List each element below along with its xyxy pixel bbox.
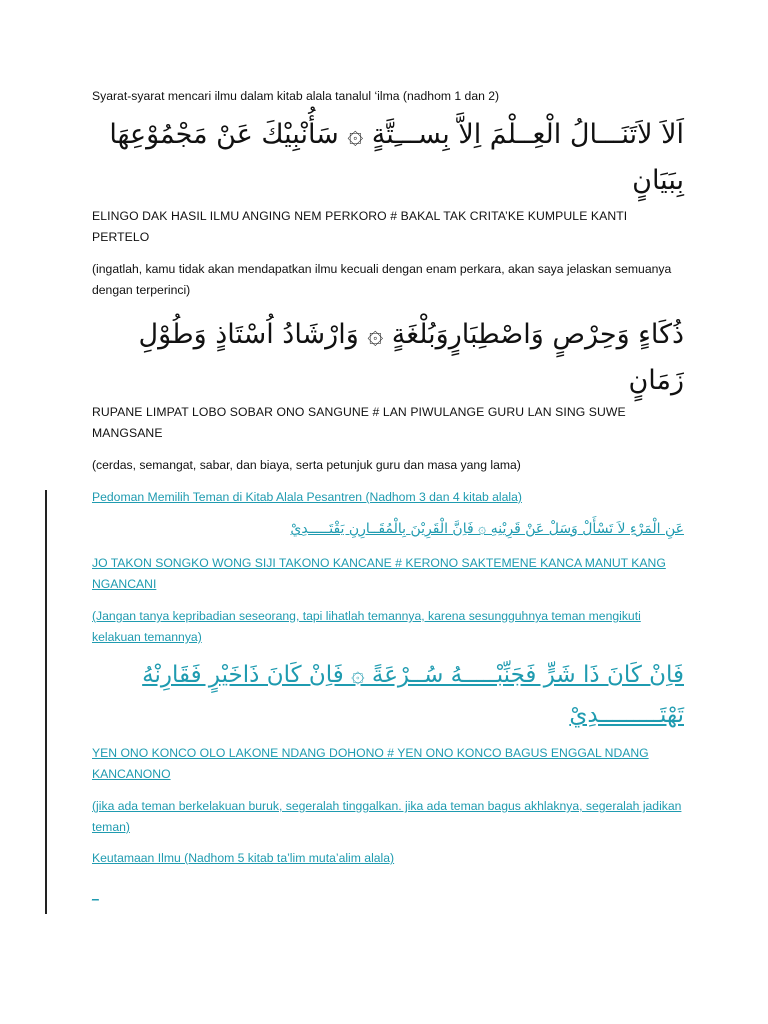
section2-arabic-verse-2[interactable]: فَاِنْ كَانَ ذَا شَرٍّ فَجَنِّبْـــــهُ سُــرْعَةً ۞ فَاِنْ كَانَ ذَاخَيْرٍ فَقَارِنْهُ تَهْتَـــــــــدِيْ: [142, 662, 684, 728]
section3-title-link[interactable]: Keutamaan Ilmu (Nadhom 5 kitab ta’lim muta’alim alala): [92, 851, 395, 865]
section2-translation-2[interactable]: (jika ada teman berkelakuan buruk, segeralah tinggalkan. jika ada teman bagus akhlaknya, segeralah jadikan teman): [92, 799, 682, 834]
section1-translation-1: (ingatlah, kamu tidak akan mendapatkan ilmu kecuali dengan enam perkara, akan saya jelaskan semuanya dengan terperinci): [92, 262, 672, 297]
section1-title: Syarat-syarat mencari ilmu dalam kitab alala tanalul ‘ilma (nadhom 1 dan 2): [92, 89, 500, 103]
section1-arabic-verse-1: اَلاَ لاَتَنَـــالُ الْعِــلْمَ اِلاَّ بِســـِتَّةٍ ۞ سَأُنْبِيْكَ عَنْ مَجْمُوْعِهَا بِبَيَانٍ: [109, 119, 684, 196]
section2-translation-1[interactable]: (Jangan tanya kepribadian seseorang, tapi lihatlah temannya, karena sesungguhnya teman mengikuti kelakuan temannya): [92, 609, 641, 644]
section3-placeholder-link[interactable]: _: [92, 887, 99, 901]
section2-arabic-verse-1[interactable]: عَنِ الْمَرْءِ لاَ تَسْأَلْ وَسَلْ عَنْ قَرِيْنِهِ ۞ فَاِنَّ الْقَرِيْنَ بِالْمُقَــارِنِ يَقْتَـــــدِيْ: [290, 521, 684, 537]
section2-javanese-2[interactable]: YEN ONO KONCO OLO LAKONE NDANG DOHONO # YEN ONO KONCO BAGUS ENGGAL NDANG KANCANONO: [92, 746, 649, 781]
section1-javanese-1: ELINGO DAK HASIL ILMU ANGING NEM PERKORO # BAKAL TAK CRITA’KE KUMPULE KANTI PERTELO: [92, 209, 628, 244]
section2-title-link[interactable]: Pedoman Memilih Teman di Kitab Alala Pesantren (Nadhom 3 dan 4 kitab alala): [92, 490, 522, 504]
section1-translation-2: (cerdas, semangat, sabar, dan biaya, serta petunjuk guru dan masa yang lama): [92, 458, 521, 472]
section2-javanese-1[interactable]: JO TAKON SONGKO WONG SIJI TAKONO KANCANE # KERONO SAKTEMENE KANCA MANUT KANG NGANCANI: [92, 556, 666, 591]
section1-javanese-2: RUPANE LIMPAT LOBO SOBAR ONO SANGUNE # LAN PIWULANGE GURU LAN SING SUWE MANGSANE: [92, 405, 626, 440]
margin-change-bar: [45, 490, 47, 914]
section1-arabic-verse-2: ذُكَاءٍ وَحِرْصٍ وَاصْطِبَارٍوَبُلْغَةٍ ۞ وَارْشَادُ اُسْتَاذٍ وَطُوْلِ زَمَانٍ: [138, 319, 684, 396]
